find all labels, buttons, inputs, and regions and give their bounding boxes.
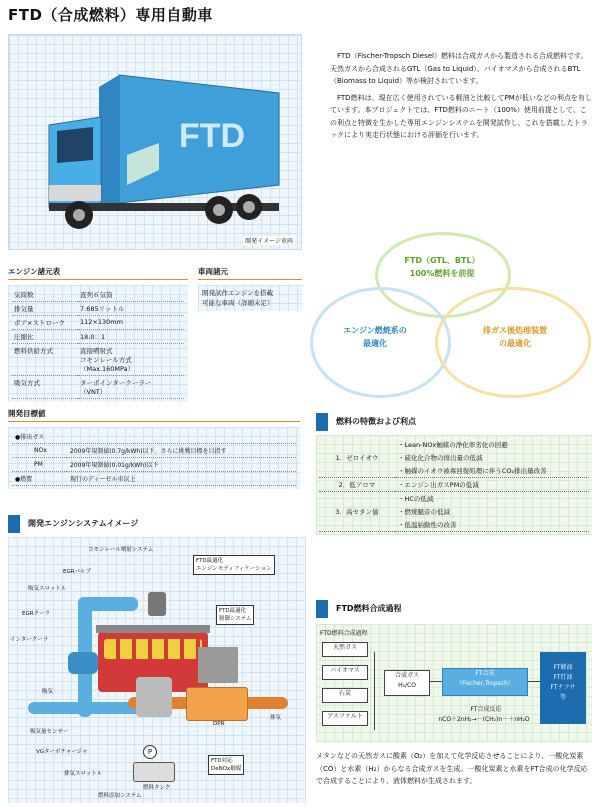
process-box-title: FTD燃料合成過程	[320, 630, 368, 637]
spec-value: 直列６気筒	[78, 288, 184, 302]
feature-group-name: 2．低アロマ	[319, 478, 395, 492]
dev-targets-section	[8, 408, 300, 489]
feature-item: ・触媒のイオウ被毒回復処理に伴うCO₂排出量改善	[395, 464, 589, 478]
spec-key: 圧縮比	[12, 330, 78, 344]
venn-right-label: 排ガス後処理装置 の最適化	[483, 326, 547, 348]
label-vg-turbo: VGターボチャージャ	[36, 749, 88, 755]
spec-value: 7.685リットル	[78, 302, 184, 316]
venn-top-label: FTD（GTL、BTL） 100%燃料を前提	[404, 256, 480, 278]
feature-item: ・HCの低減	[398, 495, 434, 503]
product-item: FT灯油	[553, 674, 573, 681]
source-connector	[368, 652, 375, 730]
spec-row	[12, 316, 184, 330]
dev-targets-heading: 開発目標値	[8, 408, 300, 422]
ftd-process-heading: FTD燃料合成過程	[336, 604, 402, 613]
reaction-label: FT合成反応	[470, 706, 502, 713]
truck-logo: FTD	[179, 117, 246, 155]
label-egr-cooler: EGRクーラ	[22, 611, 51, 617]
cylinders	[104, 639, 202, 659]
ftd-process-diagram	[316, 624, 592, 742]
spec-row	[12, 330, 184, 344]
feature-item: ・硫化化合物の排出量の低減	[398, 454, 483, 462]
engine-spec-table-wrap	[8, 285, 188, 402]
label-intake: 吸気	[42, 689, 54, 695]
spec-row	[12, 288, 184, 302]
intro-text	[330, 50, 592, 146]
feature-item: ・燃焼騒音の低減	[398, 508, 450, 516]
spec-value: 直接噴射式 コモンレール方式 （Max.160MPa）	[78, 344, 184, 376]
feature-row	[319, 492, 589, 506]
ftd-process-section	[316, 600, 592, 792]
ftd-process-header	[316, 600, 592, 618]
label-intercooler: インタークーラ	[10, 637, 49, 643]
label-ftd-ctrl: FTD最適化 制御システム	[216, 605, 254, 625]
pm-label: PM	[12, 458, 67, 472]
spec-row	[12, 344, 184, 376]
label-fuel-tank: 燃料タンク	[143, 785, 171, 791]
feature-row	[319, 478, 589, 492]
fuel-value: 現行のディーゼル車以上	[67, 472, 296, 486]
spec-value: ターボインタークーラー （VNT）	[78, 376, 184, 399]
products-box	[540, 652, 586, 724]
venn-diagram	[305, 232, 595, 402]
feature-group-name: 1．ゼロイオウ	[319, 438, 395, 478]
spec-key: 燃料供給方式	[12, 344, 78, 376]
engine-system-heading: 開発エンジンシステムイメージ	[28, 519, 139, 528]
nox-value: 2009年規制値(0.7g/kWh)以下、さらに挑戦目標を目指す	[67, 444, 296, 458]
fuel-features-heading: 燃料の特徴および利点	[336, 417, 416, 426]
intercooler-body	[68, 652, 98, 674]
intro-paragraph-2: FTD燃料は、現在広く使用されている軽油と比較してPMが低いなどの利点を有しています。本プロジェクトでは、FTD燃料のニート（100%）使用前提として、この利点と特徴を生かした専用エンジンシステムを開発試作し、これを搭載したトラックにより実走行状態における評価を行います。	[330, 93, 592, 139]
product-item: 等	[559, 694, 566, 701]
feature-row	[319, 438, 589, 451]
vg-turbo-body	[136, 677, 172, 717]
ecu-box	[198, 647, 238, 683]
spec-key: 排気量	[12, 302, 78, 316]
label-intake-sensor: 吸気量センサー	[30, 729, 69, 735]
feature-item: ・低温始動性の改善	[395, 518, 589, 532]
dev-targets-table	[12, 430, 296, 486]
spec-row	[12, 376, 184, 399]
label-dpr: DPR	[213, 721, 225, 727]
label-intake-throttle: 吸気スロットル	[28, 586, 67, 592]
syngas-box: 合成ガス H₂/CO	[384, 670, 430, 696]
spec-key: 吸気方式	[12, 376, 78, 399]
engine-spec-table	[12, 288, 184, 399]
label-common-rail: コモンレール噴射システム	[88, 547, 154, 553]
source-box: バイオマス	[322, 665, 368, 680]
label-ftd-mod: FTD最適化 エンジンモディフィケーション	[193, 555, 275, 575]
product-item: FTナフサ	[550, 684, 576, 691]
venn-left-label: エンジン燃焼系の 最適化	[343, 326, 407, 348]
label-fuel-addition: 燃料添加システム	[98, 793, 142, 799]
process-description: メタンなどの天然ガスに酸素（O₂）を加えて化学反応させることにより、一酸化炭素（CO）と水素（H₂）からなる合成ガスを生成。一酸化炭素と水素をFT合成の化学反応で合成することにより、液体燃料が生成されます。	[316, 752, 588, 785]
fuel-tank	[133, 762, 175, 782]
engine-spec-section	[8, 266, 188, 402]
label-denox: FTD対応 DeNOx触媒	[208, 755, 244, 775]
fuel-label: ●燃費	[12, 472, 67, 486]
spec-row	[12, 302, 184, 316]
engine-system-header	[8, 515, 308, 533]
feature-group-name: 3．高セタン価	[319, 492, 395, 532]
nox-label: NOx	[12, 444, 67, 458]
engine-spec-heading: エンジン諸元表	[8, 266, 188, 280]
vehicle-spec-section	[198, 266, 302, 311]
pump-icon: P	[143, 745, 157, 759]
intake-manifold	[78, 597, 138, 611]
label-exhaust-throttle: 排気スロットル	[64, 771, 103, 777]
feature-item: ・エンジン出ガスPMの低減	[395, 478, 589, 492]
engine-diagram	[8, 537, 306, 803]
source-box: 石炭	[322, 688, 368, 703]
source-box: アスファルト	[322, 711, 368, 726]
fuel-features-table	[319, 438, 589, 532]
arrow-ft-product	[528, 681, 540, 682]
spec-value: 18.0：1	[78, 330, 184, 344]
vehicle-spec-heading: 車両諸元	[198, 266, 302, 280]
label-egr-valve: EGRバルブ	[63, 569, 92, 575]
spec-key: 気筒数	[12, 288, 78, 302]
dev-targets-box	[8, 427, 300, 489]
fuel-features-section	[316, 413, 592, 535]
spec-key: ボア×ストローク	[12, 316, 78, 330]
ft-synthesis-box: FT合成 （Fischer,Tropsch）	[442, 668, 528, 696]
arrow-syngas-ft	[430, 681, 442, 682]
label-exhaust: 排気	[270, 715, 282, 721]
intro-paragraph-1: FTD（Fischer-Tropsch Diesel）燃料は合成ガスから製造される合成燃料です。天然ガスから合成されるGTL（Gas to Liquid）、バイオマスから合成されるBTL（Biomass to Liquid）等が検討されています。	[330, 52, 588, 85]
page-title: FTD（合成燃料）専用自動車	[8, 6, 213, 24]
common-rail	[96, 625, 210, 633]
reaction-formula: nCO＋2nH₂→－(CH₂)n－＋nH₂O	[438, 716, 530, 723]
vehicle-spec-text: 開発試作エンジンを搭載 可能な車両（詳細未定）	[198, 285, 302, 311]
engine-system-section	[8, 515, 308, 805]
fuel-features-header	[316, 413, 592, 431]
dpr-unit	[186, 687, 248, 721]
truck-photo	[8, 34, 302, 250]
exhaust-label: ●排出ガス	[12, 430, 296, 444]
pm-value: 2009年規制値(0.01g/kWh)以下	[67, 458, 296, 472]
fuel-features-box	[316, 435, 592, 535]
egr-valve-body	[148, 592, 166, 616]
spec-value: 112×130mm	[78, 316, 184, 330]
product-item: FT軽油	[553, 664, 573, 671]
photo-caption: 開発イメージ車両	[245, 238, 293, 245]
truck-illustration	[9, 35, 301, 249]
source-box: 天然ガス	[322, 642, 368, 657]
feature-item: ・Lean-NOx触媒の浄化率劣化の回避	[398, 441, 508, 449]
